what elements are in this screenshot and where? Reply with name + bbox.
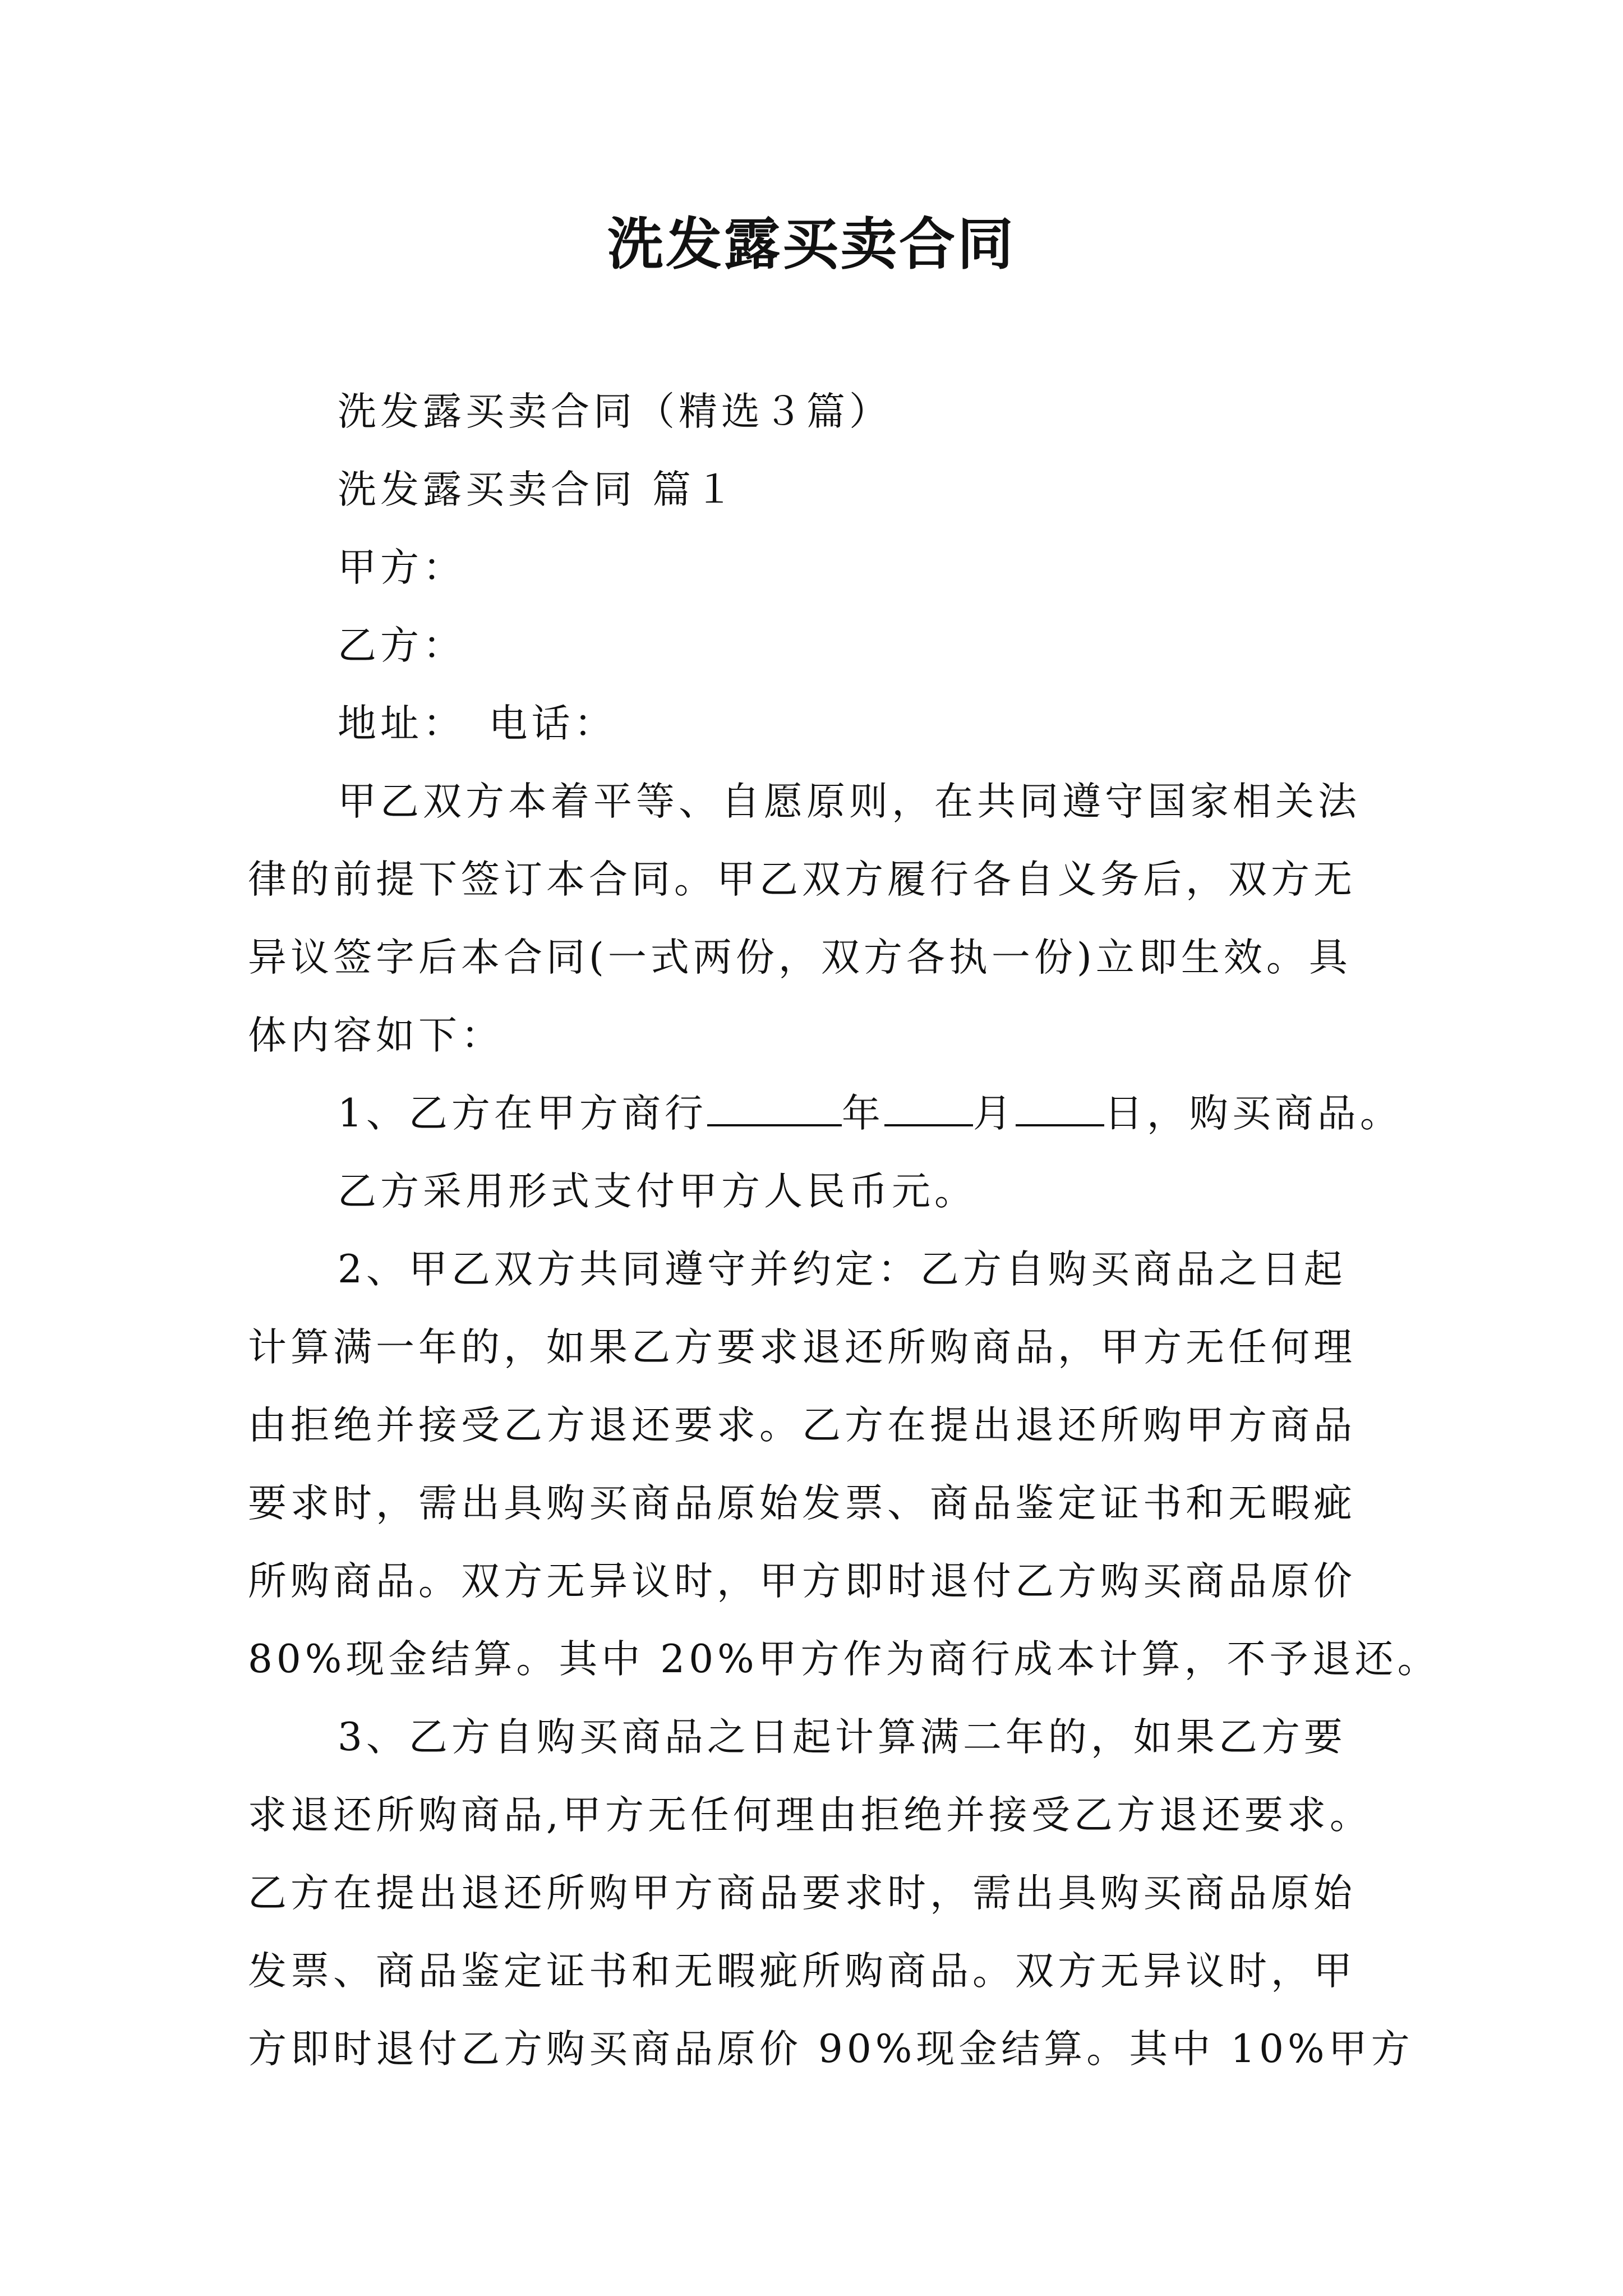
clause-3-line: 3、乙方自购买商品之日起计算满二年的，如果乙方要: [338, 1715, 1347, 1760]
clause-2-line: 80%现金结算。其中 20%甲方作为商行成本计算，不予退还。: [248, 1637, 1440, 1682]
clause-3-line: 方即时退付乙方购买商品原价 90%现金结算。其中 10%甲方: [248, 2027, 1414, 2072]
clause-2-line: 2、甲乙双方共同遵守并约定：乙方自购买商品之日起: [338, 1247, 1347, 1292]
party-a-label: 甲方：: [338, 545, 465, 590]
clause-2-line: 要求时，需出具购买商品原始发票、商品鉴定证书和无暇疵: [248, 1481, 1356, 1526]
clause-1-line: [248, 1075, 1423, 1153]
document-body: [248, 373, 1440, 2088]
preamble-line: 甲乙双方本着平等、自愿原则，在共同遵守国家相关法: [338, 779, 1361, 824]
clause-3-line: 发票、商品鉴定证书和无暇疵所购商品。双方无异议时，甲: [248, 1949, 1356, 1994]
document-title: 洗发露买卖合同: [607, 211, 1016, 277]
preamble-line: 体内容如下：: [248, 1013, 504, 1058]
month-blank: [884, 1094, 973, 1126]
clause-2-line: 计算满一年的，如果乙方要求退还所购商品，甲方无任何理: [248, 1325, 1356, 1370]
clause-2-line: 由拒绝并接受乙方退还要求。乙方在提出退还所购甲方商品: [248, 1403, 1356, 1448]
document-subtitle: 洗发露买卖合同（精选３篇）: [338, 389, 892, 434]
clause-2-line: 所购商品。双方无异议时，甲方即时退付乙方购买商品原价: [248, 1559, 1356, 1604]
clause-1-payment: 乙方采用形式支付甲方人民币元。: [338, 1169, 977, 1214]
day-blank: [1016, 1094, 1104, 1126]
section-heading: 洗发露买卖合同 篇１: [338, 467, 737, 512]
month-label: 月: [972, 1091, 1016, 1136]
party-b-label: 乙方：: [338, 623, 465, 668]
preamble-line: 异议签字后本合同(一式两份，双方各执一份)立即生效。具: [248, 935, 1352, 980]
clause-1-suffix: 日，购买商品。: [1104, 1091, 1403, 1136]
year-label: 年: [841, 1091, 884, 1136]
clause-1-prefix: 1、乙方在甲方商行: [338, 1091, 707, 1136]
preamble-line: 律的前提下签订本合同。甲乙双方履行各自义务后，双方无: [248, 857, 1356, 902]
address-phone-label: 地址： 电话：: [338, 701, 617, 746]
clause-3-line: 乙方在提出退还所购甲方商品要求时，需出具购买商品原始: [248, 1871, 1356, 1916]
clause-3-line: 求退还所购商品,甲方无任何理由拒绝并接受乙方退还要求。: [248, 1793, 1372, 1838]
year-blank: [707, 1094, 842, 1126]
